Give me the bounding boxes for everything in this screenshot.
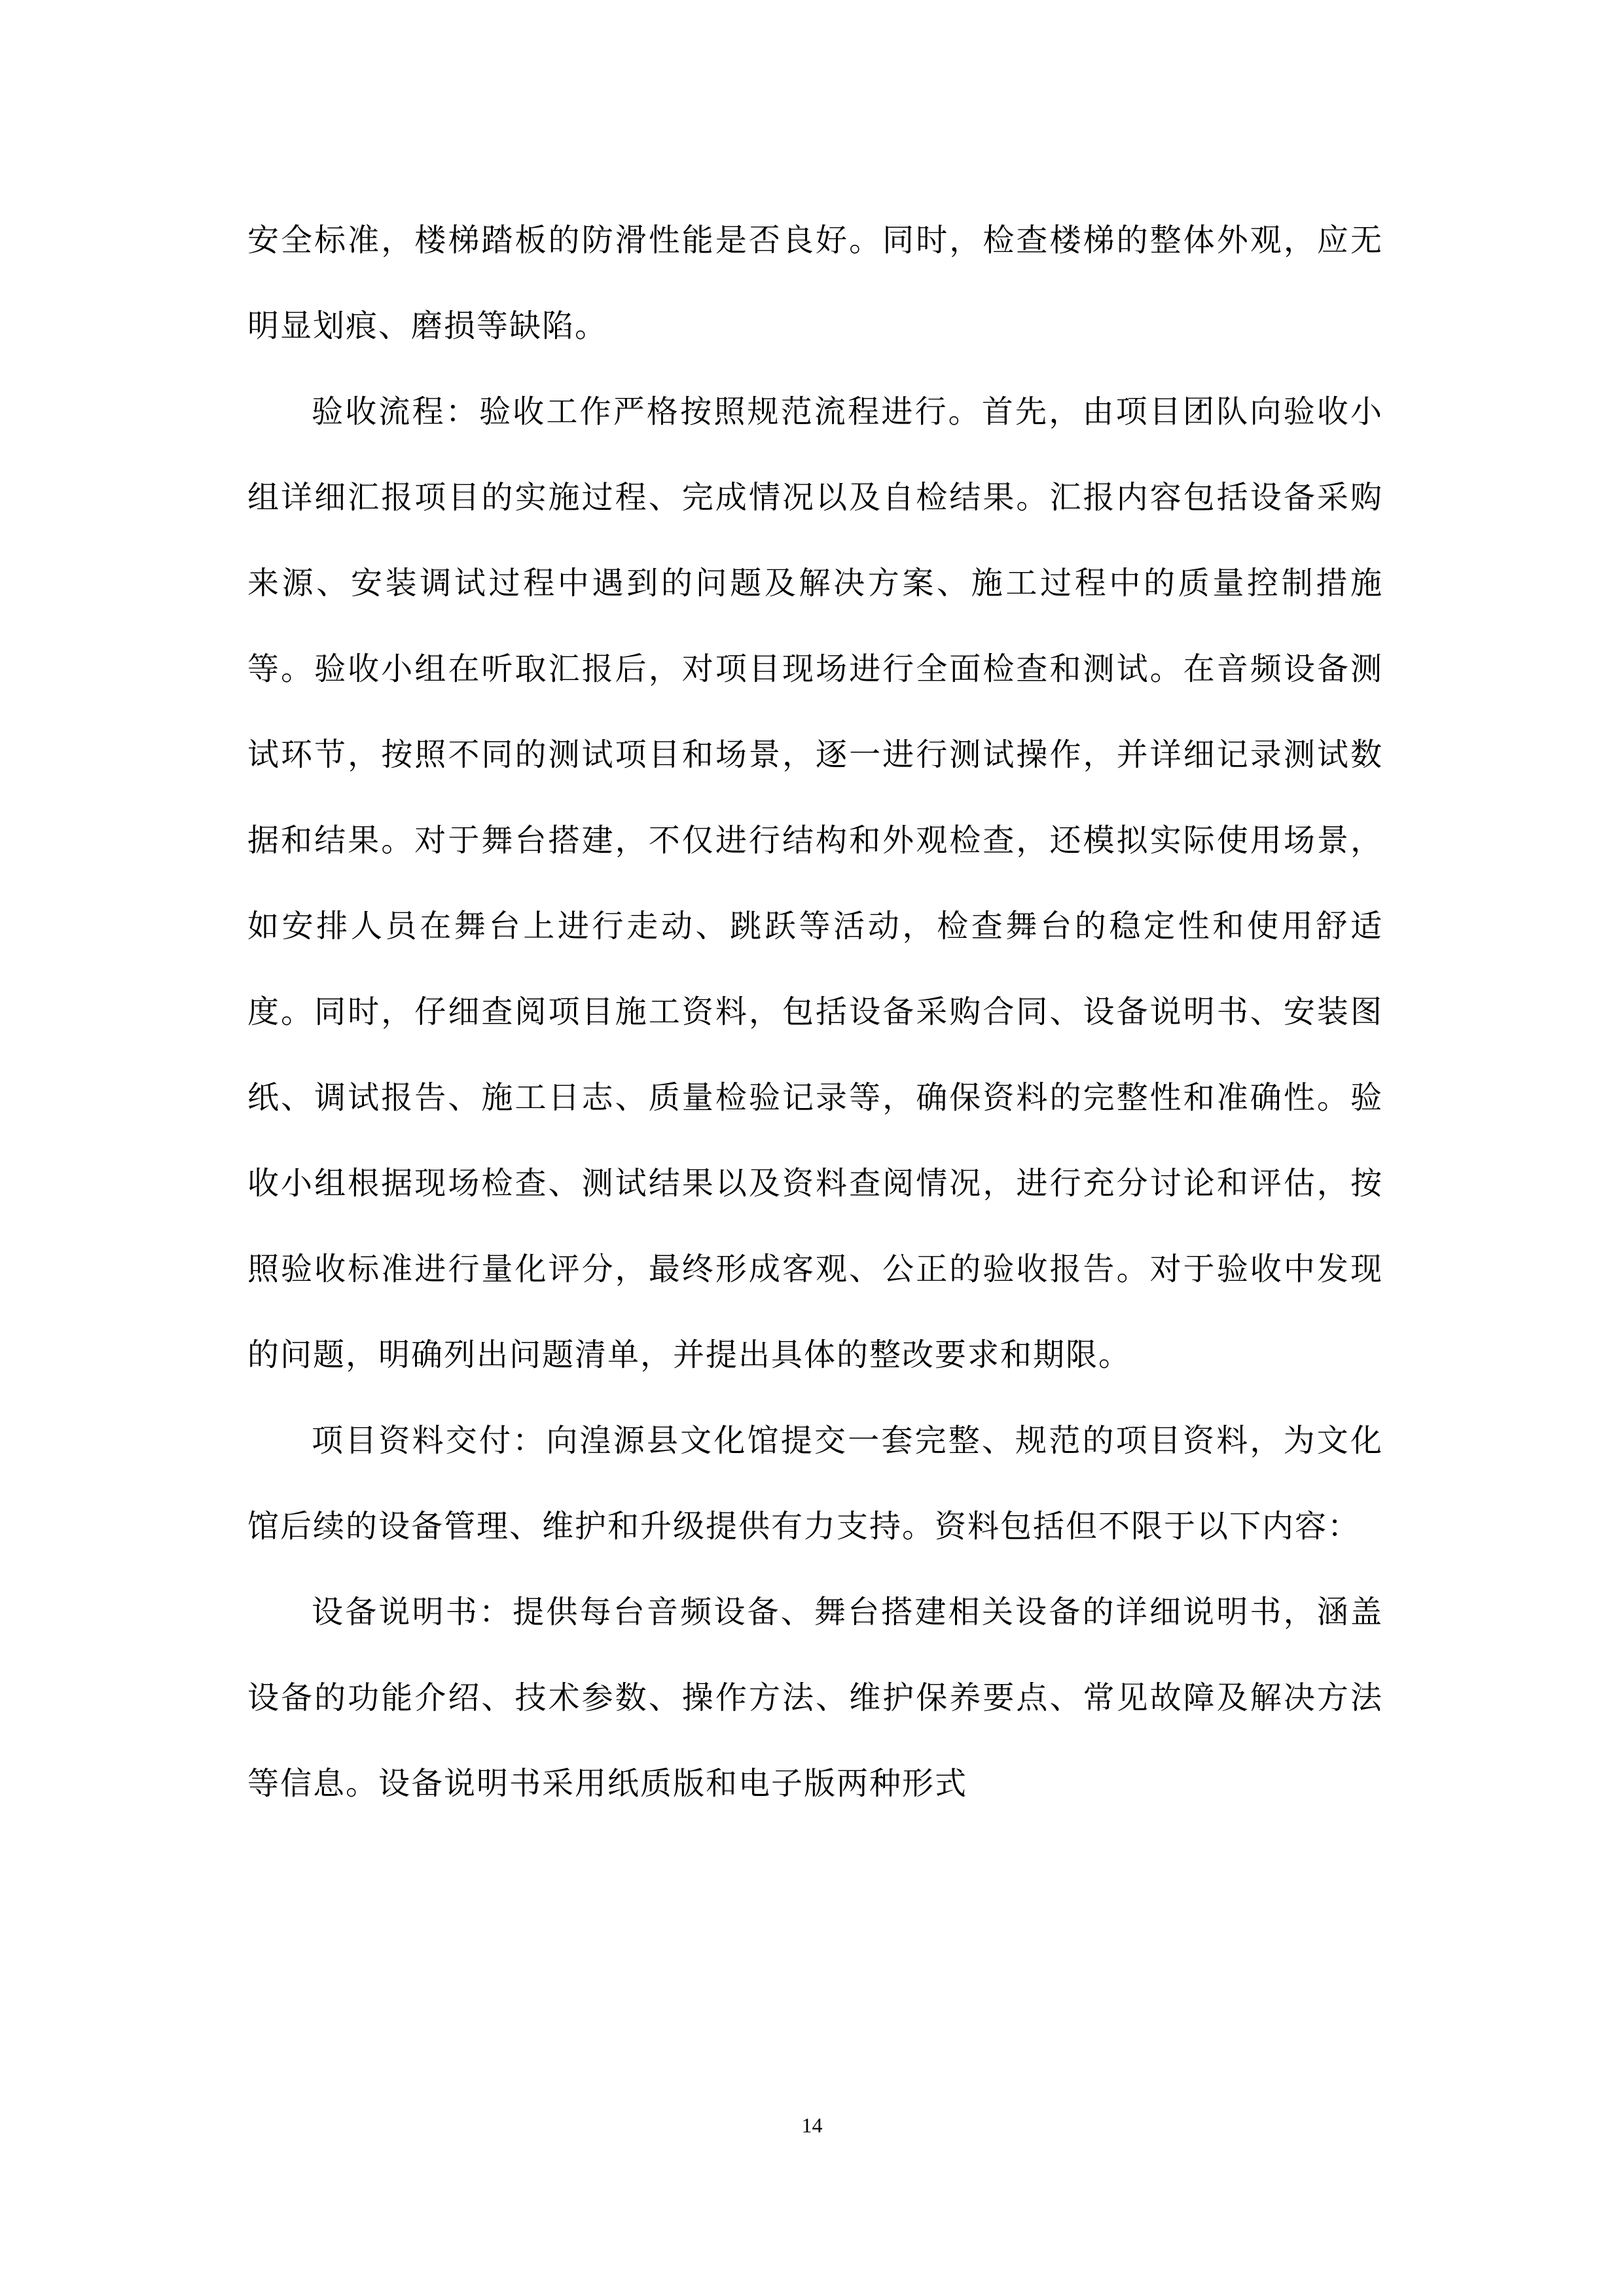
page-number: 14 (801, 2113, 823, 2137)
body-text (247, 198, 1383, 1827)
paragraph-stair-standard: 安全标准，楼梯踏板的防滑性能是否良好。同时，检查楼梯的整体外观，应无明显划痕、磨损等缺陷。 (247, 222, 1383, 344)
paragraph-equipment-manual: 设备说明书：提供每台音频设备、舞台搭建相关设备的详细说明书，涵盖设备的功能介绍、技术参数、操作方法、维护保养要点、常见故障及解决方法等信息。设备说明书采用纸质版和电子版两种形式 (247, 1594, 1383, 1802)
paragraph-acceptance-process: 验收流程：验收工作严格按照规范流程进行。首先，由项目团队向验收小组详细汇报项目的实施过程、完成情况以及自检结果。汇报内容包括设备采购来源、安装调试过程中遇到的问题及解决方案、施工过程中的质量控制措施等。验收小组在听取汇报后，对项目现场进行全面检查和测试。在音频设备测试环节，按照不同的测试项目和场景，逐一进行测试操作，并详细记录测试数据和结果。对于舞台搭建，不仅进行结构和外观检查，还模拟实际使用场景，如安排人员在舞台上进行走动、跳跃等活动，检查舞台的稳定性和使用舒适度。同时，仔细查阅项目施工资料，包括设备采购合同、设备说明书、安装图纸、调试报告、施工日志、质量检验记录等，确保资料的完整性和准确性。验收小组根据现场检查、测试结果以及资料查阅情况，进行充分讨论和评估，按照验收标准进行量化评分，最终形成客观、公正的验收报告。对于验收中发现的问题，明确列出问题清单，并提出具体的整改要求和期限。 (247, 393, 1383, 1373)
paragraph-project-data-delivery: 项目资料交付：向湟源县文化馆提交一套完整、规范的项目资料，为文化馆后续的设备管理、维护和升级提供有力支持。资料包括但不限于以下内容： (247, 1422, 1383, 1545)
